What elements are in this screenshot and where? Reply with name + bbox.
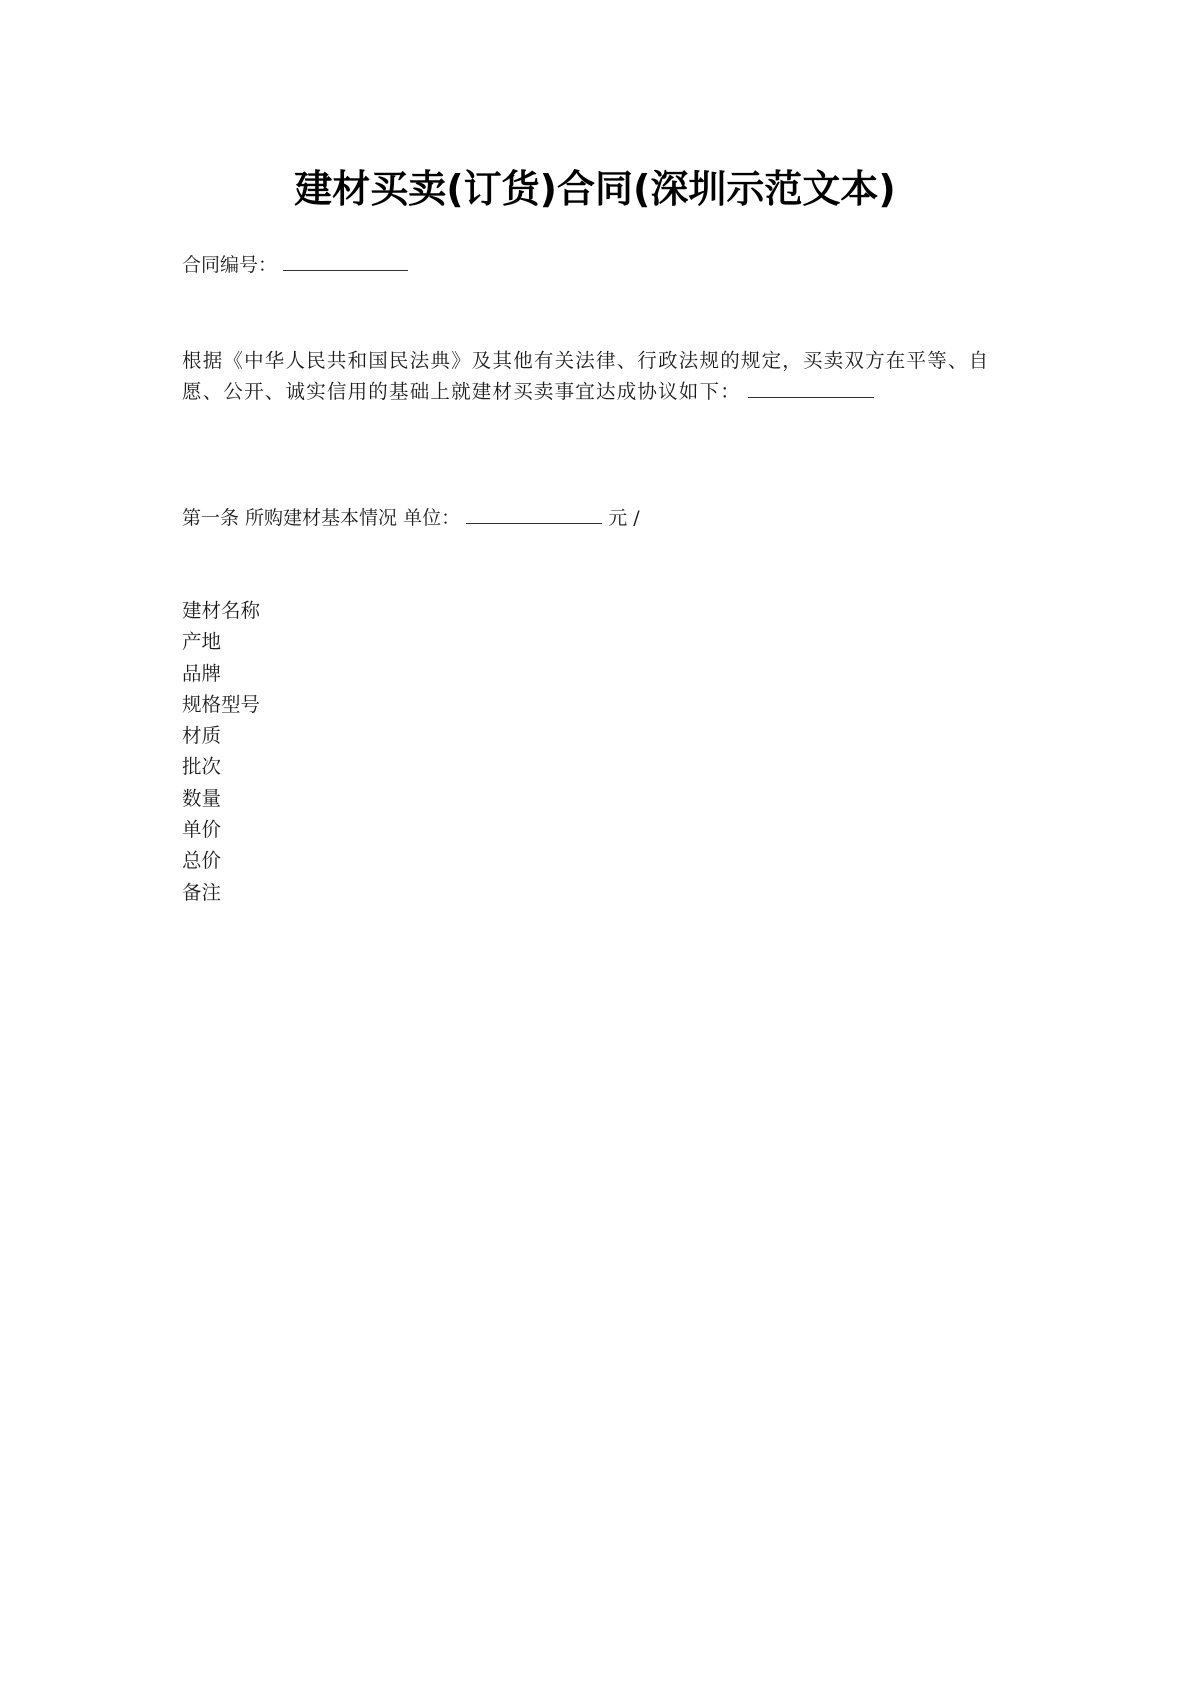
field-unit-price: 单价 (182, 818, 222, 842)
article-1-heading: 第一条 所购建材基本情况 单位： (182, 507, 461, 529)
unit-price-blank[interactable] (466, 503, 602, 524)
contract-number-line (182, 250, 408, 281)
field-origin: 产地 (182, 630, 222, 654)
document-title: 建材买卖(订货)合同(深圳示范文本) (294, 167, 896, 211)
article-1-heading-line (182, 503, 640, 534)
field-brand: 品牌 (182, 661, 222, 685)
preamble-paragraph (182, 345, 1012, 407)
material-fields-list (182, 595, 260, 908)
field-material-name: 建材名称 (182, 599, 261, 622)
field-batch: 批次 (182, 755, 222, 779)
preamble-line-1: 根据《中华人民共和国民法典》及其他有关法律、行政法规的规定，买卖双方在平等、自 (182, 349, 990, 372)
field-spec-model: 规格型号 (182, 692, 261, 716)
preamble-line-2-wrap (182, 376, 1012, 407)
contract-number-label: 合同编号： (182, 254, 278, 276)
field-remarks: 备注 (182, 880, 222, 904)
field-material: 材质 (182, 724, 222, 748)
field-quantity: 数量 (182, 786, 222, 810)
unit-suffix: 元 / (608, 507, 640, 529)
field-total-price: 总价 (182, 849, 222, 873)
preamble-line-2: 愿、公开、诚实信用的基础上就建材买卖事宜达成协议如下： (182, 380, 741, 403)
contract-number-blank[interactable] (283, 250, 408, 271)
preamble-blank[interactable] (748, 377, 874, 398)
